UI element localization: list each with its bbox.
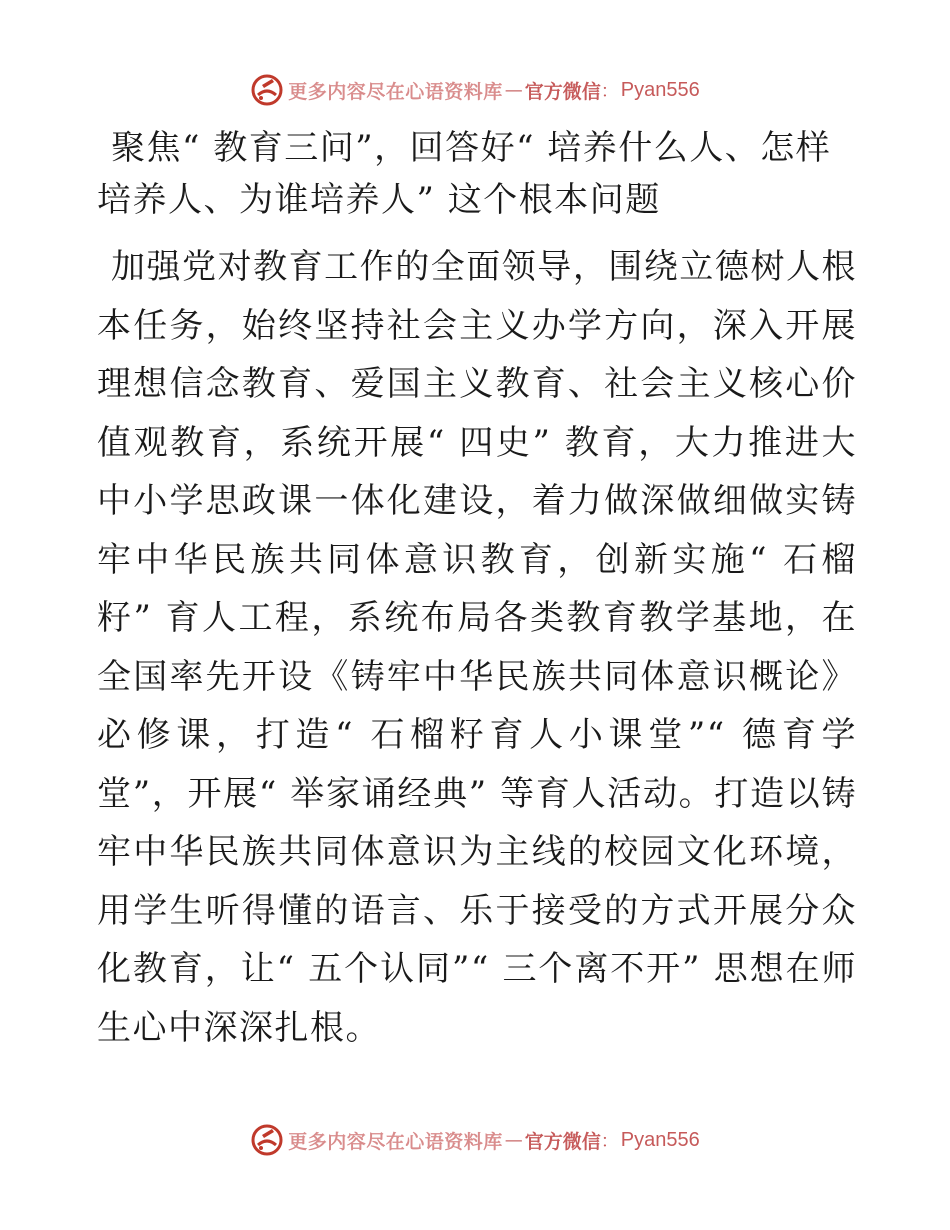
header-wechat-label: 官方微信: [524, 80, 601, 103]
document-title: 聚焦“ 教育三问”，回答好“ 培养什么人、怎样培养人、为谁培养人” 这个根本问题: [97, 128, 832, 220]
header-banner-colon: ：: [600, 81, 619, 102]
book-pen-logo-icon: [250, 73, 284, 107]
footer-banner-separator: —: [504, 1129, 523, 1151]
footer-wechat-label: 官方微信: [524, 1130, 601, 1153]
document-paragraph: 加强党对教育工作的全面领导，围绕立德树人根本任务，始终坚持社会主义办学方向，深入开展理想信念教育、爱国主义教育、社会主义核心价值观教育，系统开展“ 四史” 教育，大力推进大中小学思政课一体化建设，着力做深做细做实铸牢中华民族共同体意识教育，创新实施“ 石榴籽” 育人工程，系统布局各类教育教学基地，在全国率先开设《铸牢中华民族共同体意识概论》必修课，打造“ 石榴籽育人小课堂”“ 德育学堂”，开展“ 举家诵经典” 等育人活动。打造以铸牢中华民族共同体意识为主线的校园文化环境，用学生听得懂的语言、乐于接受的方式开展分众化教育，让“ 五个认同”“ 三个离不开” 思想在师生心中深深扎根。: [97, 247, 857, 1048]
header-banner-separator: —: [504, 79, 523, 101]
footer-watermark-banner: [0, 1120, 950, 1160]
footer-wechat-id: Pyan556: [620, 1128, 700, 1151]
document-content: [97, 122, 857, 1057]
footer-banner-colon: ：: [600, 1131, 619, 1152]
footer-banner-text: 更多内容尽在心语资料库: [288, 1130, 503, 1153]
header-banner-text: 更多内容尽在心语资料库: [288, 80, 503, 103]
header-watermark-banner: [0, 70, 950, 110]
header-wechat-id: Pyan556: [620, 78, 700, 101]
book-pen-logo-icon: [250, 1123, 284, 1157]
